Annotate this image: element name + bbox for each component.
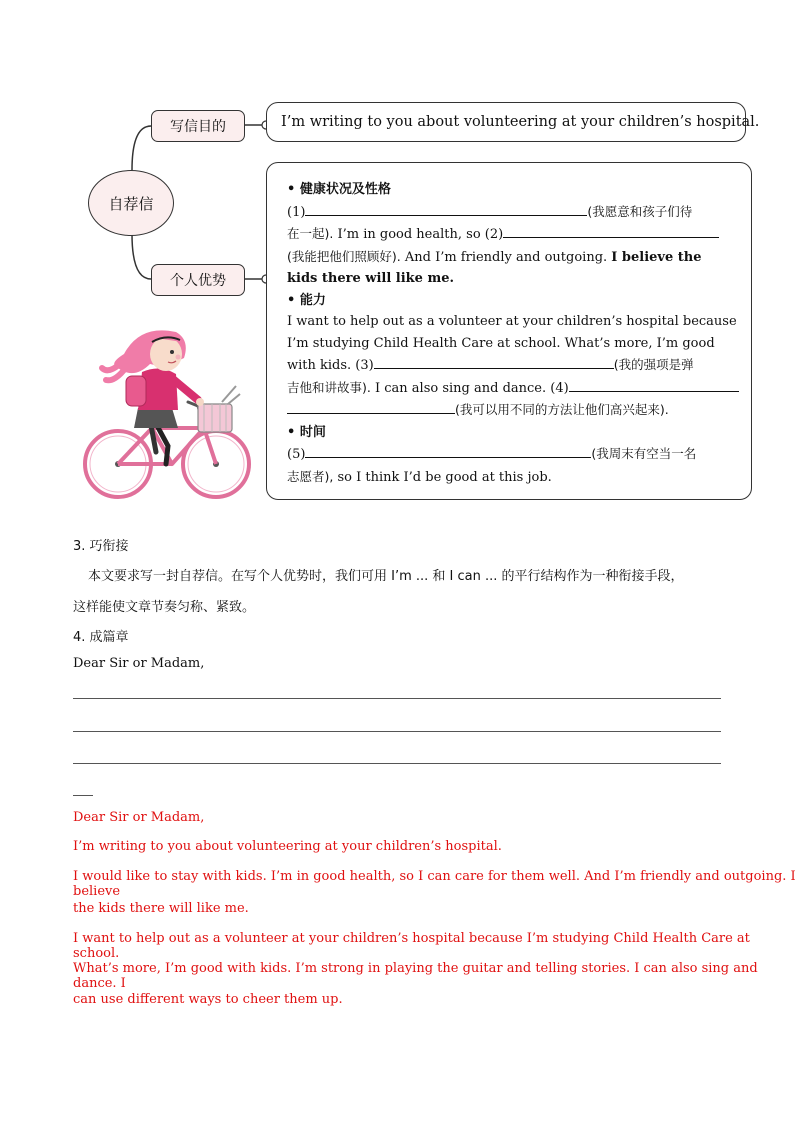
section-3-title: 3. 巧衔接 xyxy=(73,539,129,554)
answer-line-1: Dear Sir or Madam, xyxy=(73,810,205,825)
blank-3[interactable] xyxy=(374,354,614,369)
blank-5-number: (5) xyxy=(287,447,306,462)
answer-line-4: the kids there will like me. xyxy=(73,901,249,916)
section-health-heading: • 健康状况及性格 xyxy=(287,182,391,197)
section-ability-heading: • 能力 xyxy=(287,292,326,308)
hint-2: (我能把他们照顾好). xyxy=(287,248,401,264)
hint-5-end: 志愿者), xyxy=(287,468,334,484)
believe-text-end: kids there will like me. xyxy=(287,271,455,286)
hint-3: (我的强项是弹 xyxy=(613,357,694,372)
advantage-node: 个人优势 xyxy=(151,264,245,296)
section-3-paragraph-line-2: 这样能使文章节奏匀称、紧致。 xyxy=(73,600,256,615)
blank-4-continued[interactable] xyxy=(287,399,455,414)
blank-1-number: (1) xyxy=(287,204,306,220)
section-time-heading: • 时间 xyxy=(287,424,326,440)
writing-line-2[interactable] xyxy=(73,731,721,732)
personality-text: And I’m friendly and outgoing. xyxy=(400,249,612,265)
answer-line-7: can use different ways to cheer them up. xyxy=(73,992,343,1007)
blank-5[interactable] xyxy=(305,443,591,458)
answer-line-3: I would like to stay with kids. I’m in good health, so I can care for them well. And I’m friendly and outgoing. I believe xyxy=(73,869,796,899)
writing-line-1[interactable] xyxy=(73,698,721,699)
advantage-box xyxy=(266,162,752,500)
answer-line-2: I’m writing to you about volunteering at your children’s hospital. xyxy=(73,839,502,854)
section-4-title: 4. 成篇章 xyxy=(73,630,129,645)
hint-1: (我愿意和孩子们待 xyxy=(587,203,693,219)
writing-line-4[interactable] xyxy=(73,795,93,796)
mind-map xyxy=(80,98,760,508)
health-text: I’m in good health, so (2) xyxy=(333,227,504,242)
writing-line-3[interactable] xyxy=(73,763,721,764)
purpose-text: I’m writing to you about volunteering at your children’s hospital. xyxy=(281,114,760,130)
hint-3-end: 吉他和讲故事). xyxy=(287,379,371,395)
answer-line-6: What’s more, I’m good with kids. I’m strong in playing the guitar and telling stories. I can also sing and dance. I xyxy=(73,961,758,991)
center-node: 自荐信 xyxy=(88,170,174,236)
hint-5: (我周末有空当一名 xyxy=(591,446,697,461)
blank-2[interactable] xyxy=(503,223,719,238)
blank-1[interactable] xyxy=(305,201,587,216)
believe-text: I believe the xyxy=(611,249,702,265)
hint-4: (我可以用不同的方法让他们高兴起来). xyxy=(455,402,669,417)
ability-line-3: with kids. (3) xyxy=(287,358,374,373)
blank-4[interactable] xyxy=(569,377,739,392)
salutation: Dear Sir or Madam, xyxy=(73,656,205,671)
job-text: so I think I’d be good at this job. xyxy=(333,469,552,485)
ability-line-2: I’m studying Child Health Care at school. What’s more, I’m good xyxy=(287,335,715,351)
hint-1-end: 在一起). xyxy=(287,226,334,241)
ability-line-1: I want to help out as a volunteer at your children’s hospital because xyxy=(287,314,737,329)
section-3-paragraph-line-1: 本文要求写一封自荐信。在写个人优势时，我们可用 I’m ... 和 I can ... 的平行结构作为一种衔接手段， xyxy=(88,569,684,584)
purpose-node: 写信目的 xyxy=(151,110,245,142)
answer-line-5: I want to help out as a volunteer at your children’s hospital because I’m studying Child Health Care at school. xyxy=(73,931,750,961)
purpose-box xyxy=(266,102,760,142)
girl-on-bicycle-illustration xyxy=(80,324,252,510)
sing-dance-text: I can also sing and dance. (4) xyxy=(370,380,569,396)
